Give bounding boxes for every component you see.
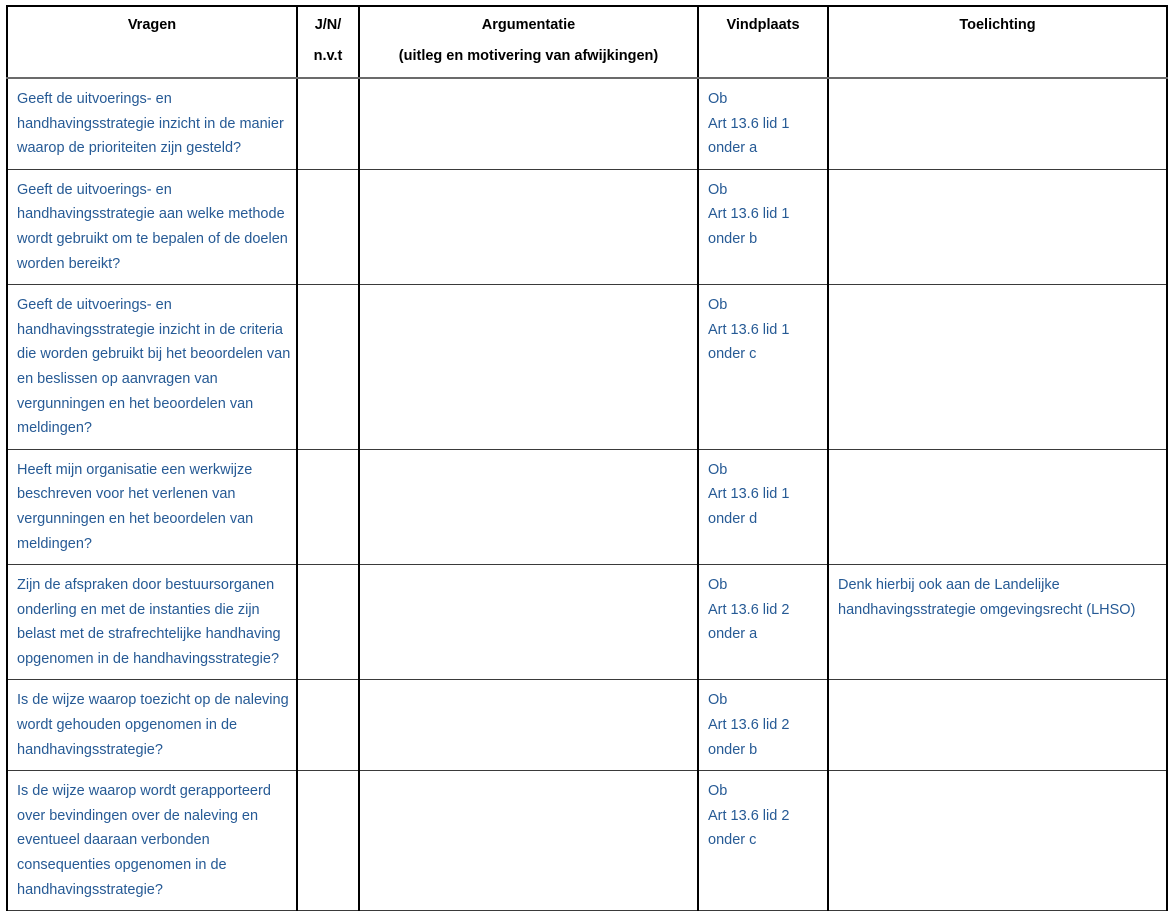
header-row (7, 6, 1167, 78)
cell-text (298, 680, 358, 770)
text-line: meldingen? (17, 420, 92, 437)
cell-text (829, 450, 1166, 564)
text-line: handhavingsstrategie aan welke methode (17, 206, 285, 223)
text-line: handhavingsstrategie omgevingsrecht (LHSO) (838, 601, 1136, 618)
table-row (7, 285, 1167, 450)
cell-text (699, 680, 827, 770)
text-line: Art 13.6 lid 1 (708, 115, 790, 132)
cell-argumentatie[interactable] (359, 449, 698, 564)
text-line: Geeft de uitvoerings- en (17, 297, 172, 314)
text-line: belast met de strafrechtelijke handhaving (17, 626, 281, 643)
text-line: beschreven voor het verlenen van (17, 486, 236, 503)
cell-toelichting[interactable] (828, 449, 1167, 564)
column-header-text (699, 7, 827, 46)
cell-jn[interactable] (297, 565, 359, 680)
cell-vragen (7, 78, 297, 169)
cell-text (829, 170, 1166, 284)
cell-text (829, 285, 1166, 449)
cell-text (699, 771, 827, 861)
text-line: over bevindingen over de naleving en (17, 807, 259, 824)
table-row (7, 565, 1167, 680)
text-line: wordt gehouden opgenomen in de (17, 717, 238, 734)
cell-text (360, 680, 697, 770)
column-header-toelichting (828, 6, 1167, 78)
text-line: Ob (708, 692, 728, 709)
cell-vindplaats (698, 285, 828, 450)
text-line: onder b (708, 230, 758, 247)
cell-vindplaats (698, 169, 828, 284)
cell-text (699, 565, 827, 655)
text-line: Ob (708, 461, 728, 478)
cell-text (8, 170, 296, 284)
cell-vragen (7, 565, 297, 680)
cell-jn[interactable] (297, 680, 359, 771)
cell-text (8, 450, 296, 564)
text-line: Art 13.6 lid 2 (708, 807, 790, 824)
header-line-1: Argumentatie (481, 17, 576, 33)
cell-argumentatie[interactable] (359, 285, 698, 450)
cell-jn[interactable] (297, 449, 359, 564)
cell-toelichting[interactable] (828, 78, 1167, 169)
cell-vindplaats (698, 449, 828, 564)
text-line: Art 13.6 lid 1 (708, 321, 790, 338)
cell-text (360, 771, 697, 910)
text-line: onderling en met de instanties die zijn (17, 601, 260, 618)
cell-text (360, 565, 697, 679)
cell-jn[interactable] (297, 771, 359, 911)
text-line: handhavingsstrategie inzicht in de criteria (17, 321, 283, 338)
cell-argumentatie[interactable] (359, 771, 698, 911)
table-row (7, 680, 1167, 771)
text-line: handhavingsstrategie? (17, 741, 163, 758)
column-header-jn (297, 6, 359, 78)
cell-text (360, 450, 697, 564)
cell-vindplaats (698, 565, 828, 680)
cell-text (829, 79, 1166, 169)
table-row (7, 449, 1167, 564)
table-row (7, 771, 1167, 911)
cell-argumentatie[interactable] (359, 78, 698, 169)
text-line: Art 13.6 lid 2 (708, 717, 790, 734)
text-line: waarop de prioriteiten zijn gesteld? (17, 140, 242, 157)
cell-toelichting[interactable] (828, 565, 1167, 680)
text-line: Denk hierbij ook aan de Landelijke (838, 577, 1060, 594)
cell-toelichting[interactable] (828, 169, 1167, 284)
text-line: onder a (708, 140, 758, 157)
column-header-text (829, 7, 1166, 46)
cell-jn[interactable] (297, 285, 359, 450)
checklist-table (6, 5, 1168, 911)
text-line: Heeft mijn organisatie een werkwijze (17, 461, 253, 478)
text-line: Ob (708, 91, 728, 107)
cell-vragen (7, 169, 297, 284)
cell-text (298, 565, 358, 679)
cell-text (8, 79, 296, 169)
table-row (7, 78, 1167, 169)
text-line: wordt gebruikt om te bepalen of de doelen (17, 230, 288, 247)
text-line: onder a (708, 626, 758, 643)
cell-text (360, 170, 697, 284)
cell-text (8, 565, 296, 679)
cell-text (360, 79, 697, 169)
cell-text (360, 285, 697, 449)
cell-toelichting[interactable] (828, 285, 1167, 450)
cell-vragen (7, 449, 297, 564)
cell-argumentatie[interactable] (359, 169, 698, 284)
cell-jn[interactable] (297, 169, 359, 284)
cell-argumentatie[interactable] (359, 680, 698, 771)
text-line: consequenties opgenomen in de (17, 857, 227, 874)
cell-toelichting[interactable] (828, 771, 1167, 911)
column-header-vindplaats (698, 6, 828, 78)
text-line: opgenomen in de handhavingsstrategie? (17, 650, 280, 667)
header-line-2: n.v.t (313, 48, 343, 64)
text-line: Is de wijze waarop wordt gerapporteerd (17, 783, 271, 800)
text-line: vergunningen en het beoordelen van (17, 510, 254, 527)
cell-vindplaats (698, 680, 828, 771)
cell-text (298, 170, 358, 284)
text-line: Is de wijze waarop toezicht op de naleving (17, 692, 289, 709)
text-line: Art 13.6 lid 1 (708, 486, 790, 503)
text-line: Ob (708, 297, 728, 314)
cell-vragen (7, 285, 297, 450)
text-line: Ob (708, 783, 728, 800)
cell-text (699, 79, 827, 169)
cell-text (298, 285, 358, 449)
cell-text (8, 680, 296, 770)
cell-text (699, 285, 827, 375)
text-line: onder b (708, 741, 758, 758)
text-line: Geeft de uitvoerings- en (17, 181, 172, 198)
text-line: meldingen? (17, 535, 92, 552)
header-line-1: Vragen (127, 17, 177, 33)
cell-text (298, 79, 358, 169)
cell-vindplaats (698, 78, 828, 169)
table-row (7, 169, 1167, 284)
column-header-text (360, 7, 697, 77)
column-header-text (8, 7, 296, 46)
cell-text (699, 450, 827, 540)
text-line: handhavingsstrategie inzicht in de manier (17, 115, 284, 132)
text-line: onder d (708, 510, 758, 527)
header-line-1: J/N/ (314, 17, 342, 33)
header-line-1: Vindplaats (726, 17, 800, 33)
cell-text (699, 170, 827, 260)
cell-text (829, 680, 1166, 770)
cell-text (298, 450, 358, 564)
text-line: onder c (708, 832, 757, 849)
cell-jn[interactable] (297, 78, 359, 169)
text-line: Geeft de uitvoerings- en (17, 91, 172, 107)
text-line: Art 13.6 lid 1 (708, 206, 790, 223)
column-header-text (298, 7, 358, 77)
text-line: en beslissen op aanvragen van (17, 370, 218, 387)
header-line-2: (uitleg en motivering van afwijkingen) (398, 48, 659, 64)
text-line: Art 13.6 lid 2 (708, 601, 790, 618)
table-header (7, 6, 1167, 78)
cell-text (8, 771, 296, 910)
text-line: Zijn de afspraken door bestuursorganen (17, 577, 275, 594)
cell-text (298, 771, 358, 910)
text-line: vergunningen en het beoordelen van (17, 395, 254, 412)
column-header-argumentatie (359, 6, 698, 78)
cell-vindplaats (698, 771, 828, 911)
cell-vragen (7, 680, 297, 771)
column-header-vragen (7, 6, 297, 78)
cell-text (829, 771, 1166, 910)
text-line: handhavingsstrategie? (17, 881, 163, 898)
cell-text (829, 565, 1166, 630)
text-line: worden bereikt? (17, 255, 121, 272)
text-line: onder c (708, 346, 757, 363)
cell-vragen (7, 771, 297, 911)
text-line: die worden gebruikt bij het beoordelen van (17, 346, 291, 363)
text-line: Ob (708, 181, 728, 198)
header-line-1: Toelichting (959, 17, 1036, 33)
cell-text (8, 285, 296, 449)
cell-toelichting[interactable] (828, 680, 1167, 771)
text-line: eventueel daaraan verbonden (17, 832, 210, 849)
table-body (7, 78, 1167, 911)
cell-argumentatie[interactable] (359, 565, 698, 680)
text-line: Ob (708, 577, 728, 594)
